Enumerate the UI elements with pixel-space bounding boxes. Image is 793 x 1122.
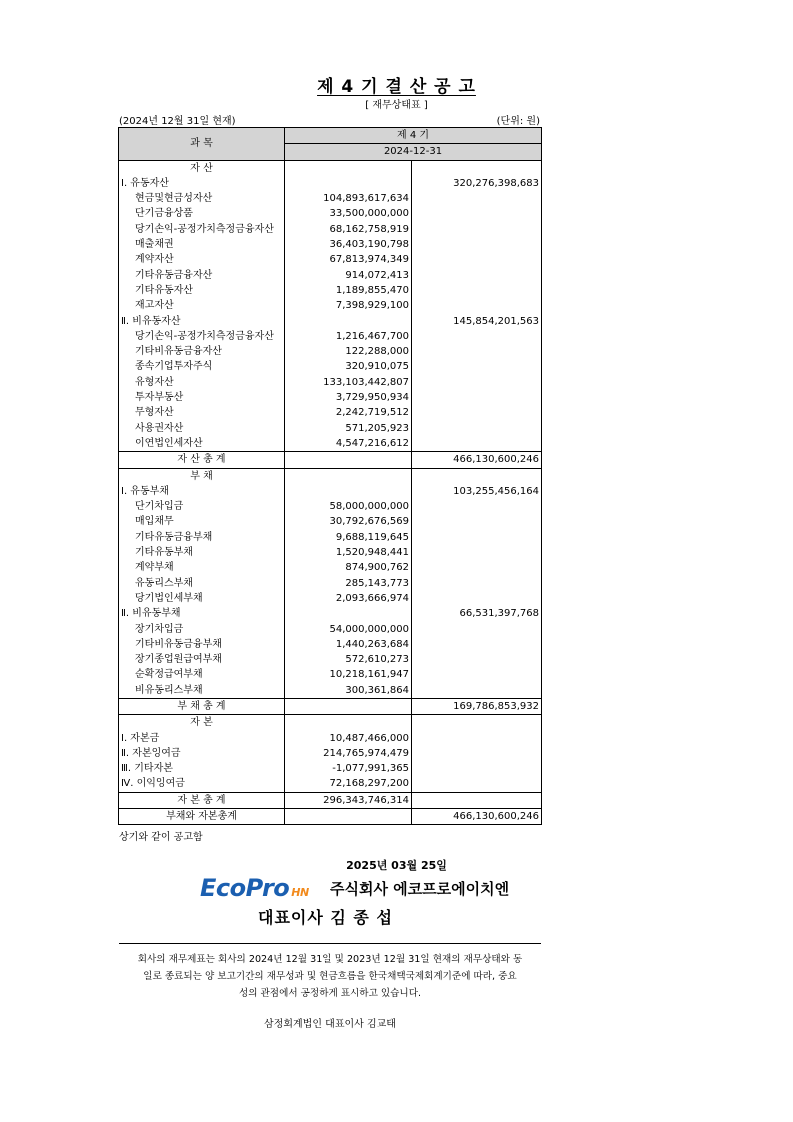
table-row: [119, 545, 542, 560]
table-row: [119, 637, 542, 652]
statement-name: [ 재무상태표 ]: [365, 100, 428, 111]
row-amount-detail: [285, 452, 412, 468]
row-amount-total: 169,786,853,932: [412, 698, 542, 714]
row-label: 재고자산: [119, 298, 285, 313]
announcement-date: 2025년 03월 25일: [346, 859, 447, 872]
row-amount-detail: 7,398,929,100: [285, 298, 412, 313]
table-row: [119, 252, 542, 267]
row-amount-detail: 2,093,666,974: [285, 591, 412, 606]
row-amount-detail: 2,242,719,512: [285, 405, 412, 420]
table-row: [119, 622, 542, 637]
row-label: 계약자산: [119, 252, 285, 267]
row-label: Ⅳ. 이익잉여금: [119, 776, 285, 792]
row-label: 계약부채: [119, 560, 285, 575]
table-row: [119, 222, 542, 237]
row-amount-detail: 10,218,161,947: [285, 667, 412, 682]
ceo-name: 대표이사 김 종 섭: [258, 908, 393, 927]
row-amount-total: [412, 298, 542, 313]
row-amount-total: [412, 390, 542, 405]
row-amount-detail: 1,520,948,441: [285, 545, 412, 560]
row-label: Ⅰ. 자본금: [119, 731, 285, 746]
as-of-date: (2024년 12월 31일 현재): [119, 116, 236, 127]
table-row: [119, 667, 542, 682]
row-label: 당기법인세부채: [119, 591, 285, 606]
row-amount-total: [412, 545, 542, 560]
company-name: 주식회사 에코프로에이치엔: [330, 880, 510, 898]
row-amount-total: [412, 683, 542, 699]
table-row: [119, 329, 542, 344]
page-title: 제 4 기 결 산 공 고: [317, 77, 476, 97]
balance-sheet-body: [119, 160, 542, 825]
row-label: Ⅱ. 비유동자산: [119, 314, 285, 329]
row-label: Ⅰ. 유동부채: [119, 484, 285, 499]
row-label: 종속기업투자주식: [119, 359, 285, 374]
row-label: 매출채권: [119, 237, 285, 252]
row-amount-detail: 54,000,000,000: [285, 622, 412, 637]
table-row: [119, 809, 542, 825]
row-amount-detail: [285, 160, 412, 176]
row-amount-total: [412, 359, 542, 374]
row-amount-detail: [285, 809, 412, 825]
table-row: [119, 160, 542, 176]
table-row: [119, 530, 542, 545]
row-amount-total: [412, 344, 542, 359]
row-amount-total: [412, 731, 542, 746]
table-row: [119, 390, 542, 405]
row-amount-total: [412, 792, 542, 808]
table-row: [119, 792, 542, 808]
row-amount-detail: 68,162,758,919: [285, 222, 412, 237]
table-row: [119, 206, 542, 221]
table-row: [119, 452, 542, 468]
table-row: [119, 436, 542, 452]
row-amount-total: [412, 252, 542, 267]
row-amount-detail: 1,216,467,700: [285, 329, 412, 344]
row-amount-detail: 300,361,864: [285, 683, 412, 699]
row-amount-detail: 320,910,075: [285, 359, 412, 374]
table-row: [119, 683, 542, 699]
row-label: 이연법인세자산: [119, 436, 285, 452]
table-row: [119, 359, 542, 374]
row-label: 당기손익-공정가치측정금융자산: [119, 222, 285, 237]
row-amount-detail: [285, 715, 412, 731]
row-label: Ⅱ. 자본잉여금: [119, 746, 285, 761]
row-amount-detail: [285, 698, 412, 714]
table-row: [119, 298, 542, 313]
row-amount-total: [412, 206, 542, 221]
row-label: 기타비유동금융자산: [119, 344, 285, 359]
row-label: 기타유동금융자산: [119, 268, 285, 283]
table-row: [119, 191, 542, 206]
row-label: 유형자산: [119, 375, 285, 390]
row-amount-total: [412, 652, 542, 667]
row-amount-detail: 122,288,000: [285, 344, 412, 359]
row-label: 자 본: [119, 715, 285, 731]
row-amount-total: [412, 637, 542, 652]
row-amount-detail: -1,077,991,365: [285, 761, 412, 776]
row-label: 현금및현금성자산: [119, 191, 285, 206]
row-amount-detail: [285, 484, 412, 499]
row-amount-total: [412, 436, 542, 452]
audit-opinion-line: 회사의 재무제표는 회사의 2024년 12월 31일 및 2023년 12월 31일 현재의 재무상태와 동: [137, 954, 523, 965]
table-row: [119, 698, 542, 714]
table-row: [119, 375, 542, 390]
row-amount-detail: 572,610,273: [285, 652, 412, 667]
row-amount-detail: 285,143,773: [285, 576, 412, 591]
row-amount-total: [412, 622, 542, 637]
row-amount-total: [412, 560, 542, 575]
row-amount-total: [412, 530, 542, 545]
row-amount-total: [412, 591, 542, 606]
row-label: 부채와 자본총계: [119, 809, 285, 825]
audit-opinion-line: 일로 종료되는 양 보고기간의 재무성과 및 현금흐름을 한국채택국제회계기준에 따라, 중요: [143, 971, 517, 982]
table-row: [119, 746, 542, 761]
table-row: [119, 731, 542, 746]
row-amount-detail: 9,688,119,645: [285, 530, 412, 545]
row-amount-detail: 104,893,617,634: [285, 191, 412, 206]
column-header-period: 제 4 기: [285, 128, 542, 144]
row-amount-total: [412, 499, 542, 514]
table-row: [119, 576, 542, 591]
table-row: [119, 591, 542, 606]
row-amount-total: [412, 268, 542, 283]
table-row: [119, 606, 542, 621]
table-row: [119, 484, 542, 499]
table-row: [119, 405, 542, 420]
column-header-date: 2024-12-31: [285, 144, 542, 160]
row-amount-total: [412, 715, 542, 731]
table-row: [119, 652, 542, 667]
row-amount-detail: 133,103,442,807: [285, 375, 412, 390]
row-amount-total: 145,854,201,563: [412, 314, 542, 329]
row-amount-detail: 58,000,000,000: [285, 499, 412, 514]
row-label: 비유동리스부채: [119, 683, 285, 699]
row-amount-total: 320,276,398,683: [412, 176, 542, 191]
row-label: 당기손익-공정가치측정금융자산: [119, 329, 285, 344]
table-row: [119, 283, 542, 298]
row-label: 투자부동산: [119, 390, 285, 405]
row-amount-total: [412, 329, 542, 344]
row-amount-total: 66,531,397,768: [412, 606, 542, 621]
row-label: 기타유동자산: [119, 283, 285, 298]
company-logo: EcoPro HN: [200, 874, 309, 902]
row-amount-detail: 571,205,923: [285, 421, 412, 436]
row-label: 기타비유동금융부채: [119, 637, 285, 652]
row-label: 순확정급여부채: [119, 667, 285, 682]
table-row: [119, 237, 542, 252]
row-amount-total: [412, 160, 542, 176]
row-label: Ⅰ. 유동자산: [119, 176, 285, 191]
row-amount-detail: 36,403,190,798: [285, 237, 412, 252]
audit-opinion-line: 성의 관점에서 공정하게 표시하고 있습니다.: [238, 988, 422, 999]
row-amount-detail: 1,189,855,470: [285, 283, 412, 298]
row-amount-total: [412, 283, 542, 298]
row-label: 매입채무: [119, 514, 285, 529]
row-amount-detail: 914,072,413: [285, 268, 412, 283]
row-amount-total: [412, 576, 542, 591]
table-row: [119, 499, 542, 514]
balance-sheet-table: [118, 127, 542, 825]
row-label: Ⅱ. 비유동부채: [119, 606, 285, 621]
table-row: [119, 761, 542, 776]
audit-opinion: [119, 951, 541, 1002]
row-amount-detail: 1,440,263,684: [285, 637, 412, 652]
row-amount-detail: [285, 606, 412, 621]
row-amount-detail: 72,168,297,200: [285, 776, 412, 792]
row-amount-detail: 67,813,974,349: [285, 252, 412, 267]
announcement-note: 상기와 같이 공고함: [119, 832, 203, 843]
row-label: 자 본 총 계: [119, 792, 285, 808]
row-label: 부 채 총 계: [119, 698, 285, 714]
row-amount-total: 103,255,456,164: [412, 484, 542, 499]
unit-label: (단위: 원): [496, 116, 540, 127]
row-label: 장기차입금: [119, 622, 285, 637]
table-row: [119, 776, 542, 792]
divider: [119, 943, 541, 944]
row-amount-detail: 33,500,000,000: [285, 206, 412, 221]
row-label: 자 산 총 계: [119, 452, 285, 468]
row-amount-detail: 4,547,216,612: [285, 436, 412, 452]
row-amount-total: [412, 468, 542, 484]
row-amount-total: [412, 514, 542, 529]
row-amount-total: [412, 761, 542, 776]
row-label: 단기금융상품: [119, 206, 285, 221]
row-label: Ⅲ. 기타자본: [119, 761, 285, 776]
row-amount-total: [412, 746, 542, 761]
column-header-item: 과 목: [119, 128, 285, 161]
row-amount-total: [412, 421, 542, 436]
row-label: 부 채: [119, 468, 285, 484]
row-amount-detail: 10,487,466,000: [285, 731, 412, 746]
table-row: [119, 715, 542, 731]
row-label: 자 산: [119, 160, 285, 176]
row-label: 기타유동금융부채: [119, 530, 285, 545]
row-label: 무형자산: [119, 405, 285, 420]
row-label: 기타유동부채: [119, 545, 285, 560]
row-amount-total: 466,130,600,246: [412, 452, 542, 468]
row-amount-total: [412, 375, 542, 390]
row-amount-detail: 30,792,676,569: [285, 514, 412, 529]
table-row: [119, 176, 542, 191]
row-amount-detail: 214,765,974,479: [285, 746, 412, 761]
row-amount-detail: [285, 314, 412, 329]
row-amount-detail: 296,343,746,314: [285, 792, 412, 808]
table-row: [119, 344, 542, 359]
row-amount-total: 466,130,600,246: [412, 809, 542, 825]
table-row: [119, 468, 542, 484]
row-amount-detail: 3,729,950,934: [285, 390, 412, 405]
auditor-signature: 삼정회계법인 대표이사 김교태: [264, 1019, 396, 1030]
row-amount-total: [412, 776, 542, 792]
row-amount-total: [412, 405, 542, 420]
row-label: 단기차입금: [119, 499, 285, 514]
row-amount-total: [412, 237, 542, 252]
row-label: 사용권자산: [119, 421, 285, 436]
table-row: [119, 268, 542, 283]
table-row: [119, 421, 542, 436]
row-amount-total: [412, 222, 542, 237]
table-row: [119, 314, 542, 329]
row-label: 장기종업원급여부채: [119, 652, 285, 667]
table-row: [119, 560, 542, 575]
row-amount-total: [412, 191, 542, 206]
row-amount-total: [412, 667, 542, 682]
row-amount-detail: 874,900,762: [285, 560, 412, 575]
row-amount-detail: [285, 176, 412, 191]
row-label: 유동리스부채: [119, 576, 285, 591]
row-amount-detail: [285, 468, 412, 484]
table-row: [119, 514, 542, 529]
